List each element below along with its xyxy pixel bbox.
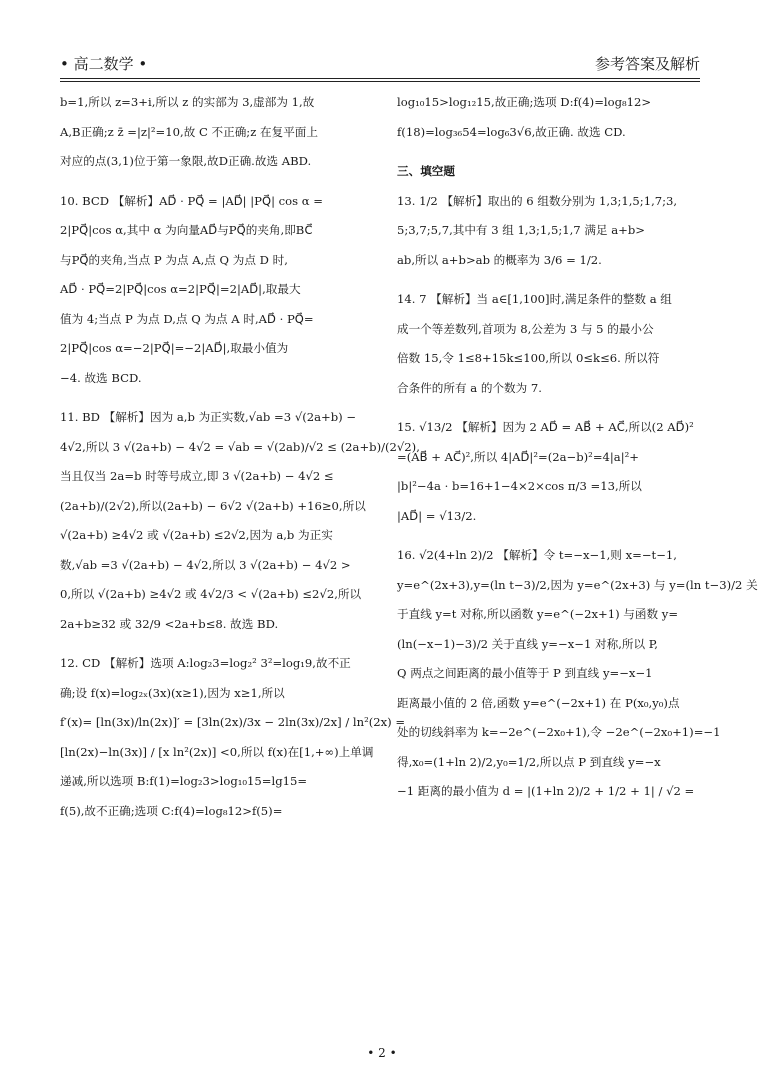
text-line: 14. 7 【解析】当 a∈[1,100]时,满足条件的整数 a 组 [397,292,672,306]
header-rule-thin [60,81,700,82]
text-line: 三、填空题 [397,164,455,178]
text-line: 11. BD 【解析】因为 a,b 为正实数,√ab =3 √(2a+b) − [60,410,357,424]
text-line: b=1,所以 z=3+i,所以 z 的实部为 3,虚部为 1,故 [60,95,315,109]
paragraph-gap [60,393,376,403]
text-line: 2|PQ⃗|cos α=−2|PQ⃗|=−2|AD⃗|,取最小值为 [60,341,289,355]
text-line: 12. CD 【解析】选项 A:log₂3=log₂² 3²=log₁9,故不正 [60,656,351,670]
text-line: f(5),故不正确;选项 C:f(4)=log₈12>f(5)= [60,803,283,818]
text-line: 数,√ab =3 √(2a+b) − 4√2,所以 3 √(2a+b) − 4√2 > [60,557,351,572]
text-line: 对应的点(3,1)位于第一象限,故D正确.故选 ABD. [60,154,312,168]
paragraph-gap [60,177,376,187]
text-line: √(2a+b) ≥4√2 或 √(2a+b) ≤2√2,因为 a,b 为正实 [60,528,333,542]
header-title: 参考答案及解析 [594,55,700,73]
text-line: 确;设 f(x)=log₂ₓ(3x)(x≥1),因为 x≥1,所以 [60,685,285,700]
paragraph-gap [397,531,700,541]
page-header [60,50,700,74]
text-line: 距离最小值的 2 倍,函数 y=e^(−2x+1) 在 P(x₀,y₀)点 [397,695,680,710]
text-line: 0,所以 √(2a+b) ≥4√2 或 4√2/3 < √(2a+b) ≤2√2,所以 [60,587,362,601]
text-line: f′(x)= [ln(3x)/ln(2x)]′ = [3ln(2x)/3x − 2ln(3x)/2x] / ln²(2x) = [60,715,406,729]
text-line: A,B正确;z z̄ =|z|²=10,故 C 不正确;z 在复平面上 [60,124,318,139]
right-column [397,88,758,1048]
text-line: f(18)=log₃₆54=log₆3√6,故正确. 故选 CD. [397,124,626,139]
text-line: 于直线 y=t 对称,所以函数 y=e^(−2x+1) 与函数 y= [397,607,679,621]
page-number: • 2 • [367,1046,397,1060]
text-line: 合条件的所有 a 的个数为 7. [397,380,542,395]
text-line: Q 两点之间距离的最小值等于 P 到直线 y=−x−1 [397,666,653,680]
text-line: 2a+b≥32 或 32/9 <2a+b≤8. 故选 BD. [60,616,279,631]
text-line: (2a+b)/(2√2),所以(2a+b) − 6√2 √(2a+b) +16≥0,所以 [60,498,366,513]
text-line: 当且仅当 2a=b 时等号成立,即 3 √(2a+b) − 4√2 ≤ [60,469,334,483]
text-line: 值为 4;当点 P 为点 D,点 Q 为点 A 时,AD⃗ · PQ⃗= [60,311,314,326]
text-line: 2|PQ⃗|cos α,其中 α 为向量AD⃗与PQ⃗的夹角,即BC⃗ [60,223,313,237]
text-line: 处的切线斜率为 k=−2e^(−2x₀+1),令 −2e^(−2x₀+1)=−1 [397,725,721,739]
header-rule [60,78,700,79]
paragraph-gap [397,403,700,413]
text-line: [ln(2x)−ln(3x)] / [x ln²(2x)] <0,所以 f(x)在[1,+∞)上单调 [60,744,374,759]
text-line: 5;3,7;5,7,其中有 3 组 1,3;1,5;1,7 满足 a+b> [397,223,646,237]
text-line: 递减,所以选项 B:f(1)=log₂3>log₁₀15=lg15= [60,774,308,788]
text-line: 与PQ⃗的夹角,当点 P 为点 A,点 Q 为点 D 时, [60,252,288,267]
text-line: 得,x₀=(1+ln 2)/2,y₀=1/2,所以点 P 到直线 y=−x [397,754,661,769]
paragraph-gap [397,147,700,157]
text-line: AD⃗ · PQ⃗=2|PQ⃗|cos α=2|PQ⃗|=2|AD⃗|,取最大 [60,282,301,296]
text-line: log₁₀15>log₁₂15,故正确;选项 D:f(4)=log₈12> [397,95,652,109]
text-line: 15. √13/2 【解析】因为 2 AD⃗ = AB⃗ + AC⃗,所以(2 AD⃗)² [397,420,694,434]
text-line: y=e^(2x+3),y=(ln t−3)/2,因为 y=e^(2x+3) 与 y=(ln t−3)/2 关 [397,577,758,592]
header-subject: • 高二数学 • [60,55,148,73]
left-column [60,88,420,1048]
text-line: −1 距离的最小值为 d = |(1+ln 2)/2 + 1/2 + 1| / √2 = [397,784,695,798]
text-line: 10. BCD 【解析】AD⃗ · PQ⃗ = |AD⃗| |PQ⃗| cos α = [60,193,324,208]
text-line: 成一个等差数列,首项为 8,公差为 3 与 5 的最小公 [397,321,654,336]
text-line: (ln(−x−1)−3)/2 关于直线 y=−x−1 对称,所以 P, [397,636,658,651]
text-line: 16. √2(4+ln 2)/2 【解析】令 t=−x−1,则 x=−t−1, [397,548,677,562]
paragraph-gap [60,639,376,649]
text-line: |b|²−4a · b=16+1−4×2×cos π/3 =13,所以 [397,479,642,493]
text-line: |AD⃗| = √13/2. [397,508,477,523]
text-line: 13. 1/2 【解析】取出的 6 组数分别为 1,3;1,5;1,7;3, [397,193,678,208]
text-line: 倍数 15,令 1≤8+15k≤100,所以 0≤k≤6. 所以符 [397,351,660,365]
text-line: −4. 故选 BCD. [60,370,142,385]
text-line: 4√2,所以 3 √(2a+b) − 4√2 = √ab = √(2ab)/√2 ≤ (2a+b)/(2√2), [60,439,420,454]
text-line: =(AB⃗ + AC⃗)²,所以 4|AD⃗|²=(2a−b)²=4|a|²+ [397,449,639,464]
paragraph-gap [397,275,700,285]
text-line: ab,所以 a+b>ab 的概率为 3/6 = 1/2. [397,252,602,267]
